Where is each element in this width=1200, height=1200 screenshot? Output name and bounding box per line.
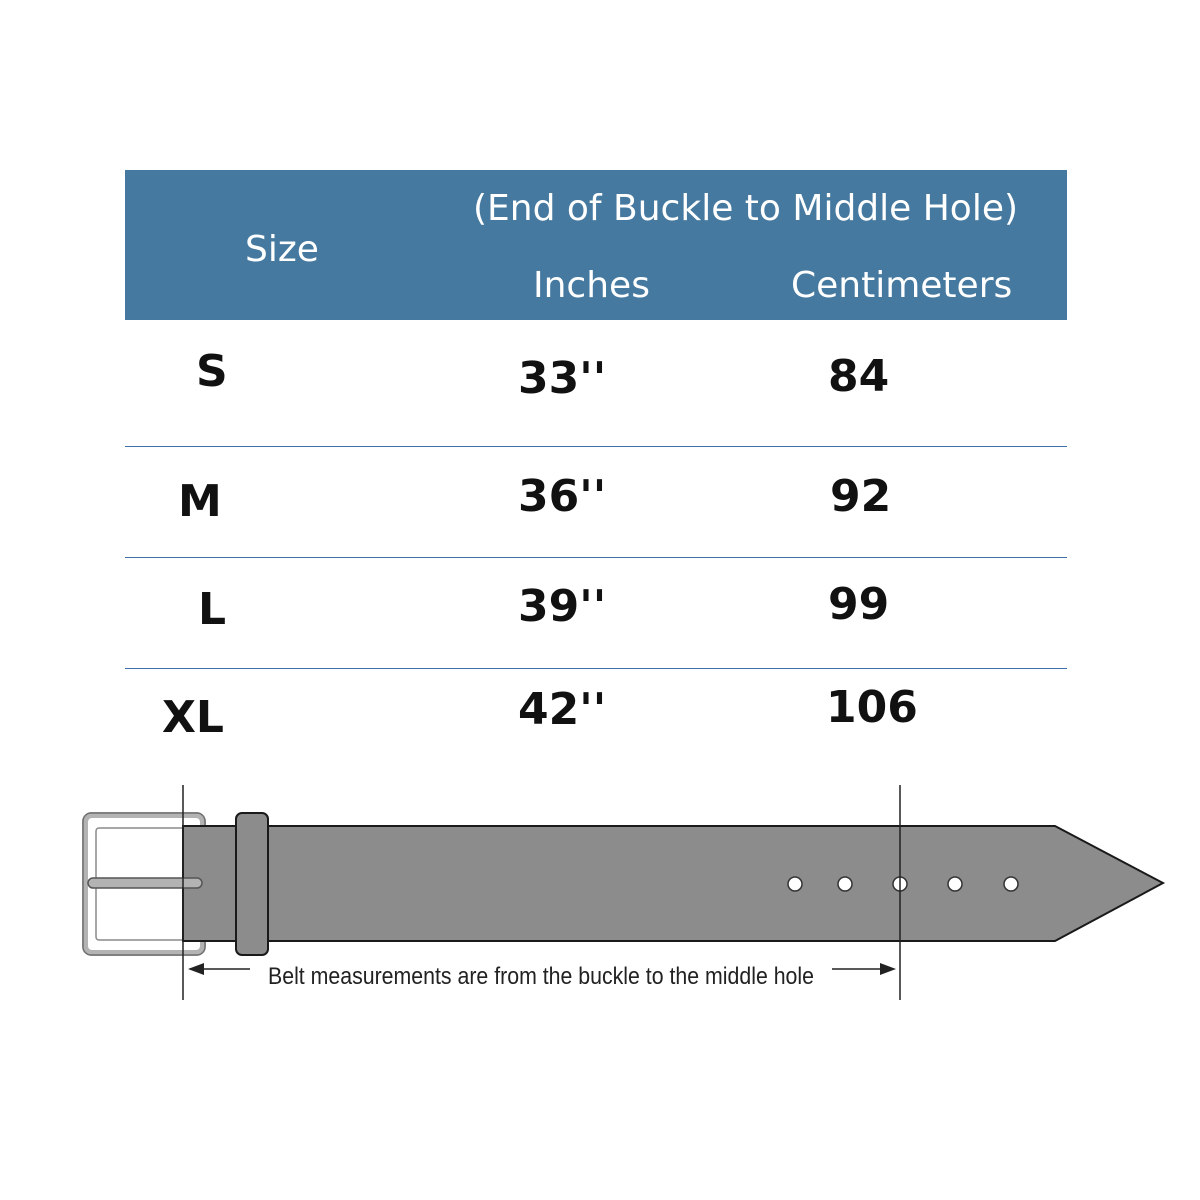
centimeters-cell: 99 bbox=[828, 579, 890, 630]
row-divider bbox=[125, 446, 1067, 447]
buckle-prong bbox=[88, 878, 202, 888]
row-divider bbox=[125, 668, 1067, 669]
table-header bbox=[125, 170, 1067, 320]
measurement-note: (End of Buckle to Middle Hole) bbox=[473, 188, 1019, 229]
inches-column-header: Inches bbox=[533, 265, 650, 306]
centimeters-cell: 106 bbox=[826, 682, 918, 733]
size-cell: S bbox=[196, 346, 228, 397]
belt-hole bbox=[838, 877, 852, 891]
inches-cell: 33'' bbox=[518, 353, 607, 404]
belt-hole bbox=[788, 877, 802, 891]
inches-cell: 39'' bbox=[518, 581, 607, 632]
size-column-header: Size bbox=[245, 229, 319, 270]
size-cell: XL bbox=[162, 692, 224, 743]
size-cell: L bbox=[198, 584, 227, 635]
row-divider bbox=[125, 557, 1067, 558]
belt-hole bbox=[948, 877, 962, 891]
right-arrowhead bbox=[880, 963, 896, 975]
size-cell: M bbox=[178, 476, 222, 527]
inches-cell: 36'' bbox=[518, 471, 607, 522]
inches-cell: 42'' bbox=[518, 684, 607, 735]
belt-hole bbox=[1004, 877, 1018, 891]
belt-diagram bbox=[0, 760, 1200, 1020]
centimeters-column-header: Centimeters bbox=[791, 265, 1013, 306]
belt-loop bbox=[236, 813, 268, 955]
centimeters-cell: 92 bbox=[830, 471, 892, 522]
measurement-caption: Belt measurements are from the buckle to the middle hole bbox=[268, 963, 814, 990]
centimeters-cell: 84 bbox=[828, 351, 890, 402]
left-arrowhead bbox=[188, 963, 204, 975]
